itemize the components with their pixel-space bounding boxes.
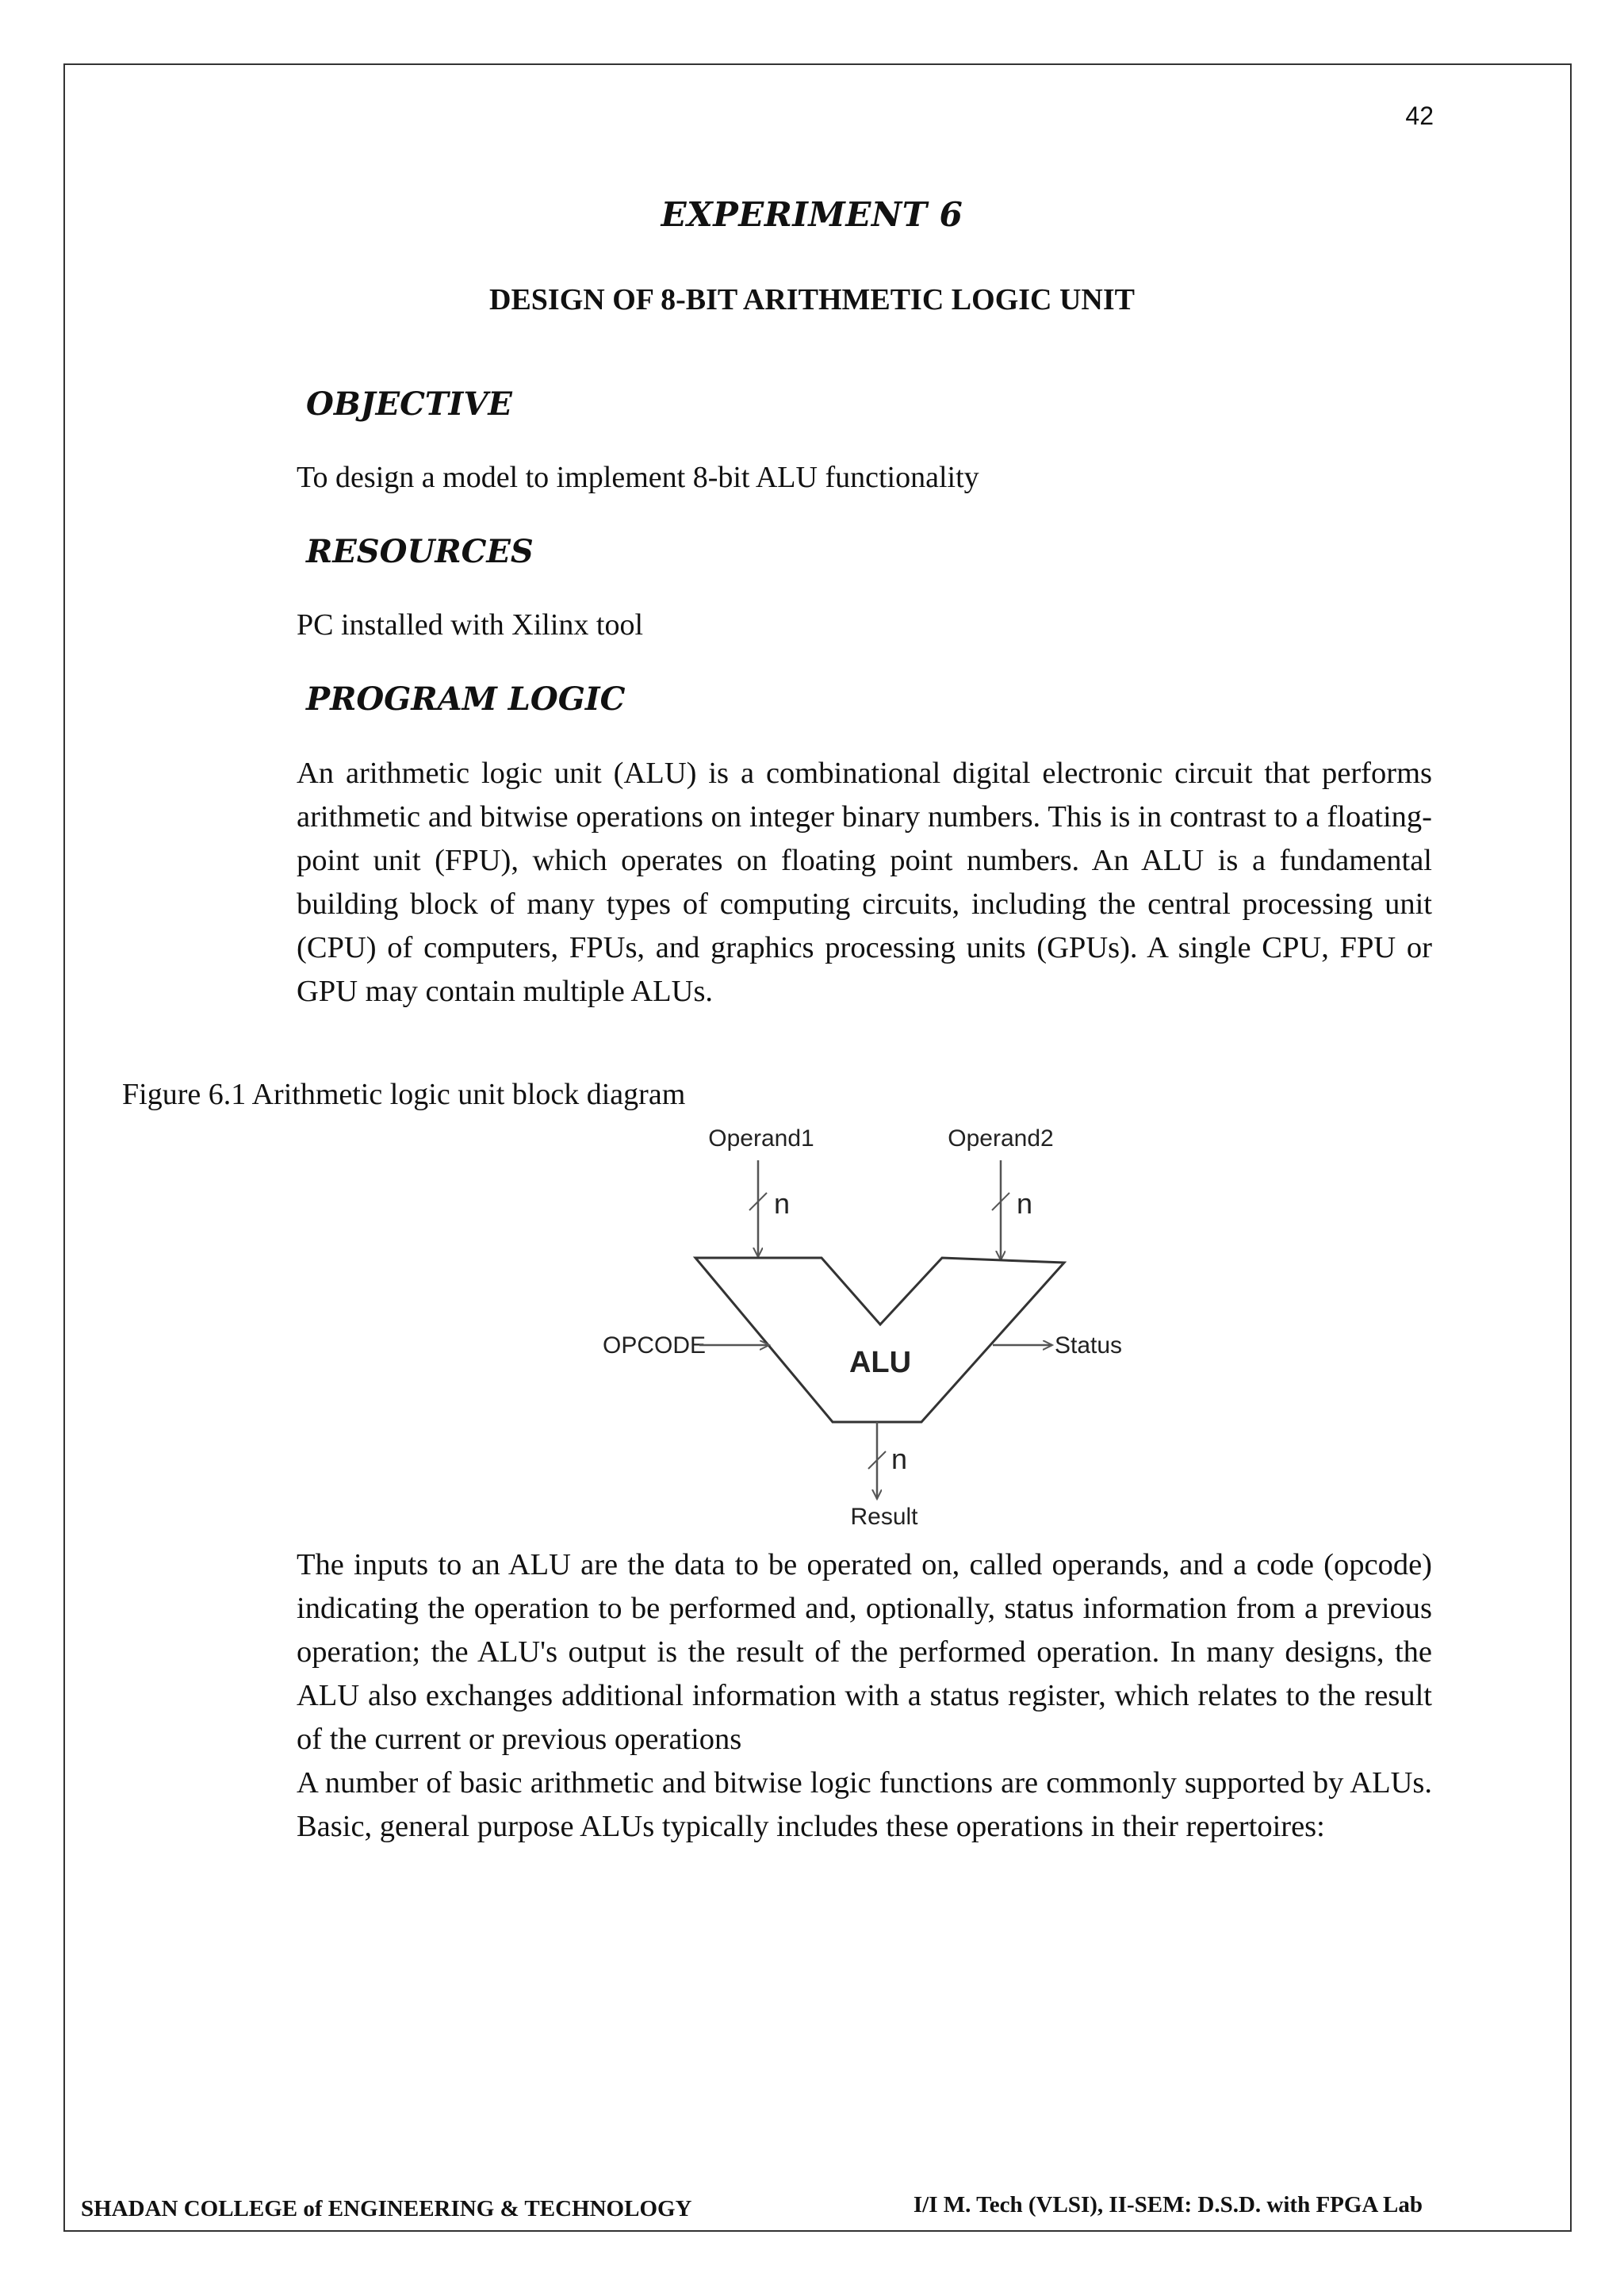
operand1-width: n bbox=[774, 1187, 791, 1220]
result-label: Result bbox=[850, 1504, 918, 1530]
footer-course: I/I M. Tech (VLSI), II-SEM: D.S.D. with FPGA Lab bbox=[913, 2192, 1423, 2217]
operand2-width: n bbox=[1017, 1187, 1033, 1220]
objective-heading: OBJECTIVE bbox=[306, 385, 512, 423]
resources-heading: RESOURCES bbox=[306, 533, 534, 570]
functions-paragraph: A number of basic arithmetic and bitwise logic functions are commonly supported by ALUs. Basic, general purpose ALUs typically includes these operations in their repertoires: bbox=[297, 1766, 1432, 1843]
objective-text: To design a model to implement 8-bit ALU functionality bbox=[297, 461, 979, 494]
status-label: Status bbox=[1055, 1332, 1123, 1359]
inputs-paragraph: The inputs to an ALU are the data to be operated on, called operands, and a code (opcode) indicating the operation to be performed and, optionally, status information from a previous operation; the ALU's output is the result of the performed operation. In many designs, the ALU also exchanges additional information with a status register, which relates to the result of the current or previous operations bbox=[297, 1548, 1432, 1756]
resources-text: PC installed with Xilinx tool bbox=[297, 608, 644, 642]
page-number: 42 bbox=[1405, 102, 1434, 130]
description-text bbox=[297, 1543, 1432, 1849]
alu-block-diagram bbox=[555, 1110, 1189, 1539]
program-logic-heading: PROGRAM LOGIC bbox=[306, 680, 626, 718]
program-logic-text bbox=[297, 752, 1432, 1014]
operand1-label: Operand1 bbox=[708, 1125, 814, 1152]
experiment-subtitle: DESIGN OF 8-BIT ARITHMETIC LOGIC UNIT bbox=[489, 283, 1135, 316]
opcode-label: OPCODE bbox=[603, 1332, 707, 1359]
alu-shape bbox=[695, 1258, 1064, 1422]
result-width: n bbox=[891, 1443, 908, 1475]
experiment-title: EXPERIMENT 6 bbox=[661, 195, 963, 234]
figure-caption: Figure 6.1 Arithmetic logic unit block diagram bbox=[122, 1078, 686, 1111]
footer-college: SHADAN COLLEGE of ENGINEERING & TECHNOLOGY bbox=[81, 2196, 692, 2221]
operand2-label: Operand2 bbox=[948, 1125, 1054, 1152]
alu-label: ALU bbox=[848, 1346, 912, 1379]
program-logic-paragraph: An arithmetic logic unit (ALU) is a combinational digital electronic circuit that performs arithmetic and bitwise operations on integer binary numbers. This is in contrast to a floating-point unit (FPU), which operates on floating point numbers. An ALU is a fundamental building block of many types of computing circuits, including the central processing unit (CPU) of computers, FPUs, and graphics processing units (GPUs). A single CPU, FPU or GPU may contain multiple ALUs. bbox=[297, 757, 1432, 1008]
